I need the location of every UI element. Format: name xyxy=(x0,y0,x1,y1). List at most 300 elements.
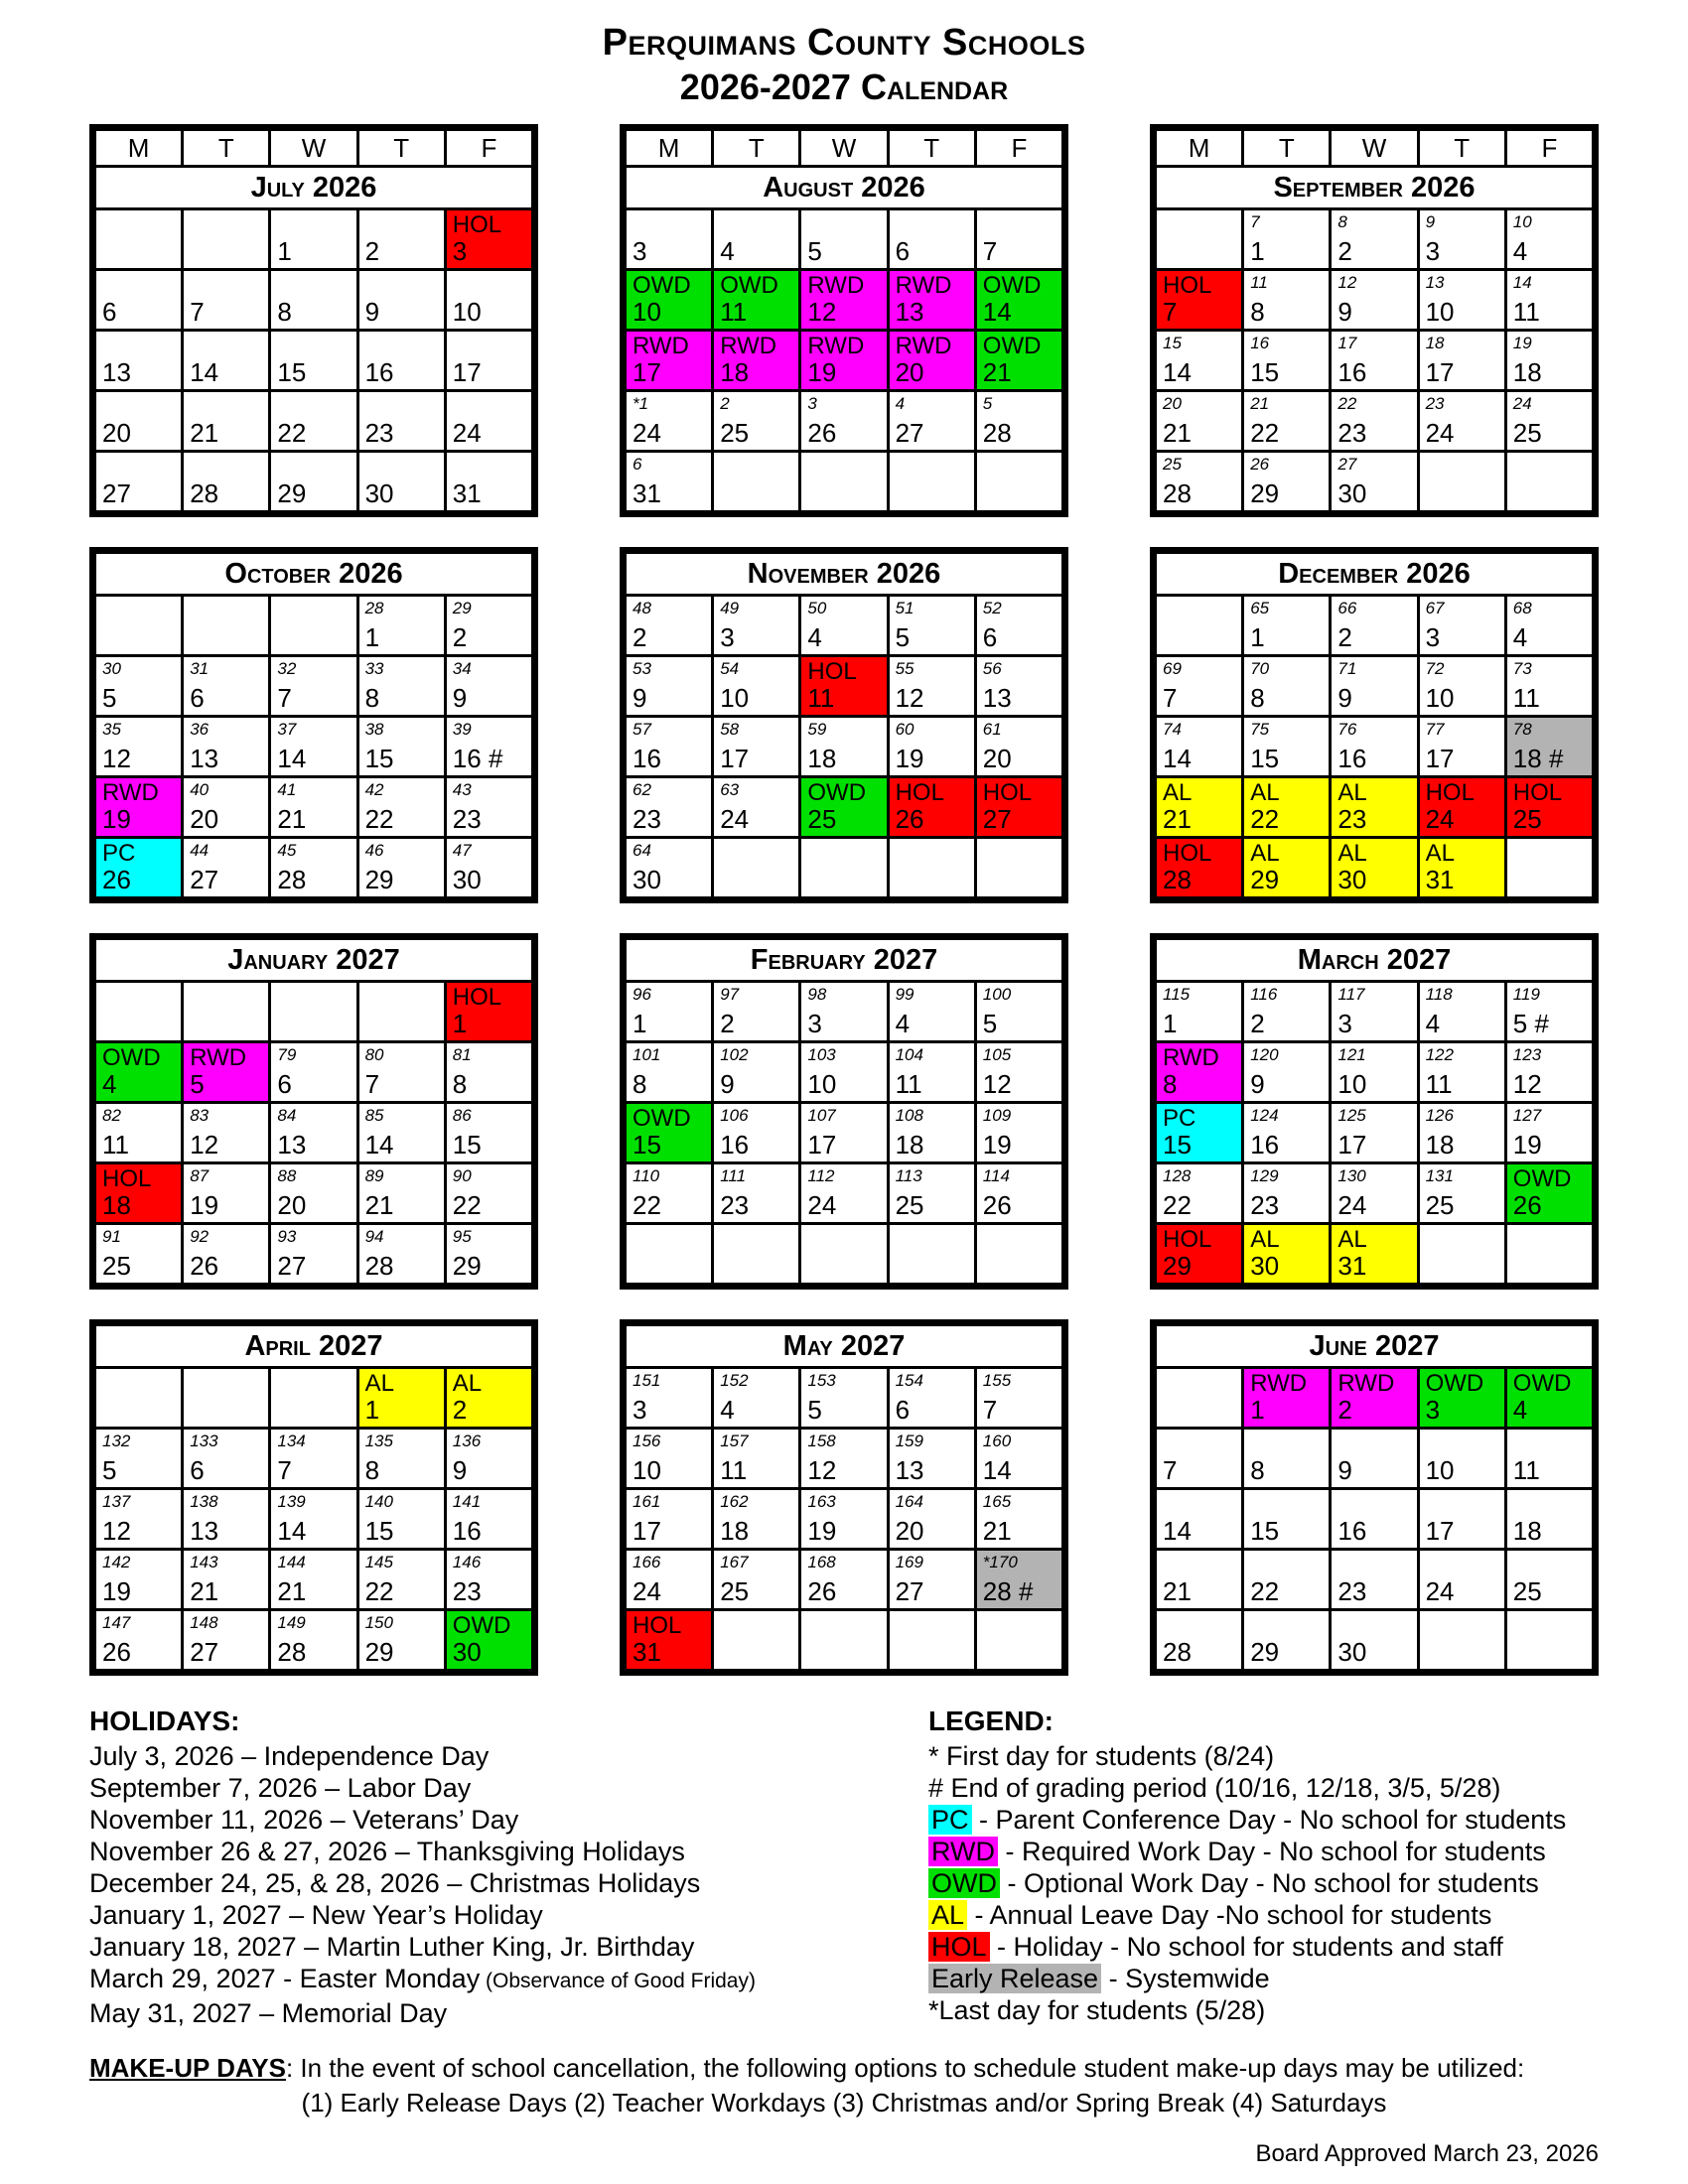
legend-chip-hol: HOL xyxy=(928,1932,990,1962)
legend-heading: LEGEND: xyxy=(928,1706,1054,1736)
calendar-cell xyxy=(714,778,798,836)
day-counter xyxy=(807,1227,881,1246)
day-counter xyxy=(277,1371,351,1390)
day-counter: 33 xyxy=(364,659,384,678)
day-counter: 108 xyxy=(895,1106,923,1125)
day-number: 15 xyxy=(277,357,307,387)
weekday-header-cell: W xyxy=(1332,131,1416,165)
day-counter: 114 xyxy=(982,1166,1010,1185)
legend-item: RWD - Required Work Day - No school for students xyxy=(928,1836,1599,1867)
day-number: 1 xyxy=(452,1009,468,1038)
calendar-cell xyxy=(184,597,268,654)
day-number: 12 xyxy=(102,1516,131,1546)
day-counter: 121 xyxy=(1337,1045,1366,1064)
day-number: 7 xyxy=(982,236,998,266)
calendar-june-2027 xyxy=(1150,1319,1599,1676)
calendar-cell-rwd xyxy=(627,332,711,389)
month-title: February 2027 xyxy=(627,940,1061,980)
calendar-cell xyxy=(447,718,531,775)
day-counter: 163 xyxy=(807,1492,836,1511)
calendar-cell xyxy=(1420,718,1504,775)
calendar-cell-rwd xyxy=(801,271,886,329)
day-number: 2 xyxy=(364,236,380,266)
day-number: 8 xyxy=(1250,683,1265,713)
week-row xyxy=(96,210,531,268)
calendar-cell xyxy=(1507,210,1592,268)
calendar-cell-hol xyxy=(627,1611,711,1669)
day-number: 11 xyxy=(1512,297,1540,327)
day-number: 30 xyxy=(1337,478,1367,508)
day-number: 7 xyxy=(190,297,205,327)
calendar-cell xyxy=(184,271,268,329)
calendar-cell xyxy=(801,1164,886,1222)
week-row xyxy=(627,1611,1061,1669)
day-counter: 151 xyxy=(633,1371,661,1390)
day-counter: 88 xyxy=(277,1166,297,1185)
day-number: 21 xyxy=(190,418,219,448)
day-counter xyxy=(190,985,263,1004)
calendar-cell xyxy=(627,718,711,775)
calendar-cell xyxy=(359,597,444,654)
calendar-cell-hol xyxy=(890,778,974,836)
calendar-cell xyxy=(977,1043,1061,1101)
day-number: 17 xyxy=(1425,357,1455,387)
week-row xyxy=(96,1551,531,1608)
weekday-header-row xyxy=(1157,131,1592,165)
day-number: 10 xyxy=(1425,683,1455,713)
calendar-cell xyxy=(359,271,444,329)
day-number: 21 xyxy=(1163,804,1192,834)
calendar-cell xyxy=(890,210,974,268)
day-number: 24 xyxy=(452,418,482,448)
calendar-cell xyxy=(1507,657,1592,715)
day-counter: 96 xyxy=(633,985,651,1004)
day-counter xyxy=(720,1613,793,1632)
day-number: 10 xyxy=(1425,297,1455,327)
holiday-item: May 31, 2027 – Memorial Day xyxy=(89,1998,448,2028)
day-counter: 113 xyxy=(895,1166,922,1185)
day-counter xyxy=(1513,1432,1587,1450)
calendar-cell xyxy=(447,778,531,836)
day-number: 15 xyxy=(633,1130,661,1160)
day-counter: 93 xyxy=(277,1227,297,1246)
day-counter: 85 xyxy=(364,1106,384,1125)
calendar-cell xyxy=(1332,332,1416,389)
day-number: 4 xyxy=(720,1395,735,1425)
weekday-header-cell: W xyxy=(801,131,886,165)
day-counter xyxy=(102,334,176,352)
calendar-cell xyxy=(1420,210,1504,268)
week-row xyxy=(627,332,1061,389)
calendar-cell xyxy=(1420,392,1504,450)
day-number: 10 xyxy=(807,1069,837,1099)
day-counter: 119 xyxy=(1512,985,1540,1004)
day-number: 25 xyxy=(720,418,750,448)
week-row xyxy=(1157,1164,1592,1222)
day-counter xyxy=(1426,1613,1499,1632)
day-number: 25 xyxy=(895,1190,924,1220)
day-number: 1 xyxy=(1250,1395,1265,1425)
calendar-cell xyxy=(1507,271,1592,329)
makeup-days-label: MAKE-UP DAYS xyxy=(89,2053,286,2083)
day-number: 17 xyxy=(633,1516,661,1546)
day-counter: 34 xyxy=(452,659,472,678)
day-counter: 168 xyxy=(807,1553,836,1571)
day-counter: 134 xyxy=(277,1432,306,1450)
day-label: AL xyxy=(1250,1226,1280,1253)
week-row xyxy=(627,718,1061,775)
day-number: 19 xyxy=(102,804,131,834)
day-number: 15 xyxy=(452,1130,482,1160)
day-counter xyxy=(633,1227,706,1246)
week-row xyxy=(96,1369,531,1427)
day-number: 11 xyxy=(1512,683,1540,713)
day-counter xyxy=(190,455,263,474)
calendar-cell xyxy=(801,983,886,1040)
calendar-cell xyxy=(1332,1490,1416,1548)
calendar-cell xyxy=(96,1430,181,1487)
calendar-cell xyxy=(271,1369,355,1427)
day-counter: 53 xyxy=(633,659,651,678)
day-number: 2 xyxy=(1337,236,1352,266)
calendar-cell xyxy=(1157,983,1241,1040)
calendar-cell xyxy=(1244,718,1329,775)
day-number: 22 xyxy=(277,418,307,448)
day-number: 23 xyxy=(633,804,661,834)
day-number: 29 xyxy=(1250,1637,1280,1667)
month-title: September 2026 xyxy=(1157,168,1592,207)
day-counter xyxy=(1337,1492,1411,1511)
day-number: 9 xyxy=(1337,1455,1352,1485)
holiday-item: March 29, 2027 - Easter Monday (Observance of Good Friday) xyxy=(89,1964,756,1993)
day-number: 11 xyxy=(720,1455,748,1485)
day-number: 22 xyxy=(1250,804,1280,834)
day-number: 29 xyxy=(452,1251,482,1281)
calendar-cell xyxy=(714,597,798,654)
calendar-cell xyxy=(184,1611,268,1669)
calendar-cell xyxy=(1332,392,1416,450)
calendar-cell xyxy=(1157,1611,1241,1669)
day-label: RWD xyxy=(895,333,952,359)
week-row xyxy=(96,839,531,896)
week-row xyxy=(1157,1369,1592,1427)
weekday-header-row xyxy=(96,131,531,165)
day-label: HOL xyxy=(102,1165,152,1192)
calendar-cell-rwd xyxy=(1157,1043,1241,1101)
calendar-cell-al xyxy=(1244,778,1329,836)
day-number: 6 xyxy=(102,297,117,327)
day-number: 3 xyxy=(1337,1009,1352,1038)
day-counter xyxy=(102,599,176,617)
day-number: 23 xyxy=(452,1576,482,1606)
calendar-cell xyxy=(1507,597,1592,654)
calendar-cell xyxy=(271,332,355,389)
calendar-cell xyxy=(184,657,268,715)
holidays-section xyxy=(89,1706,928,2029)
day-counter xyxy=(1513,1553,1587,1571)
calendar-cell xyxy=(714,1225,798,1283)
calendar-cell xyxy=(1332,1043,1416,1101)
day-number: 12 xyxy=(807,297,837,327)
day-counter xyxy=(983,212,1056,231)
day-number: 21 xyxy=(190,1576,219,1606)
week-row xyxy=(627,271,1061,329)
day-number: 28 # xyxy=(982,1576,1034,1606)
day-label: OWD xyxy=(452,1612,511,1639)
day-counter: 56 xyxy=(982,659,1002,678)
calendar-cell xyxy=(1420,1490,1504,1548)
day-number: 9 xyxy=(452,1455,468,1485)
day-counter: 29 xyxy=(452,599,472,617)
day-number: 14 xyxy=(190,357,219,387)
week-row xyxy=(96,1490,531,1548)
calendar-cell xyxy=(627,392,711,450)
day-number: 4 xyxy=(102,1069,117,1099)
day-number: 7 xyxy=(277,1455,292,1485)
holiday-item: January 18, 2027 – Martin Luther King, Jr. Birthday xyxy=(89,1932,695,1962)
calendar-cell xyxy=(1244,210,1329,268)
day-counter: 153 xyxy=(807,1371,836,1390)
day-counter: 45 xyxy=(277,841,297,860)
legend-chip-er: Early Release xyxy=(928,1964,1101,1993)
calendar-cell xyxy=(359,332,444,389)
day-counter xyxy=(102,985,176,1004)
calendar-cell-rwd xyxy=(890,271,974,329)
day-number: 14 xyxy=(982,1455,1012,1485)
calendar-cell xyxy=(271,1430,355,1487)
day-counter: 94 xyxy=(364,1227,384,1246)
day-number: 4 xyxy=(895,1009,911,1038)
day-counter: 47 xyxy=(452,841,472,860)
day-counter xyxy=(983,1613,1056,1632)
day-number: 16 xyxy=(720,1130,750,1160)
day-label: AL xyxy=(1337,1226,1367,1253)
day-number: 24 xyxy=(1425,1576,1455,1606)
calendar-cell xyxy=(714,1043,798,1101)
day-number: 15 xyxy=(1163,1130,1192,1160)
week-row xyxy=(1157,453,1592,510)
calendar-cell xyxy=(1420,1430,1504,1487)
calendar-cell xyxy=(890,1611,974,1669)
day-counter: 82 xyxy=(102,1106,121,1125)
calendar-cell xyxy=(1420,1043,1504,1101)
day-counter: 42 xyxy=(364,780,384,799)
day-label: HOL xyxy=(452,211,502,238)
calendar-cell xyxy=(801,1225,886,1283)
calendar-cell xyxy=(271,1611,355,1669)
calendar-cell xyxy=(1157,1430,1241,1487)
holiday-item: November 26 & 27, 2026 – Thanksgiving Holidays xyxy=(89,1837,685,1866)
calendar-cell xyxy=(96,597,181,654)
calendar-cell-hol xyxy=(1157,271,1241,329)
calendar-cell xyxy=(1420,1225,1504,1283)
calendar-cell xyxy=(977,1611,1061,1669)
day-label: RWD xyxy=(720,333,777,359)
day-number: 5 xyxy=(102,683,117,713)
weekday-header-cell: M xyxy=(1157,131,1241,165)
day-counter xyxy=(983,841,1056,860)
holiday-item: January 1, 2027 – New Year’s Holiday xyxy=(89,1900,543,1930)
day-label: HOL xyxy=(1425,779,1475,806)
day-number: 18 xyxy=(102,1190,131,1220)
calendar-cell xyxy=(801,1104,886,1161)
day-counter: 19 xyxy=(1512,334,1532,352)
day-counter xyxy=(896,1227,969,1246)
day-number: 4 xyxy=(1425,1009,1441,1038)
calendar-cell xyxy=(96,1104,181,1161)
calendar-cell xyxy=(96,1611,181,1669)
day-number: 25 xyxy=(1512,1576,1542,1606)
makeup-days-note xyxy=(89,2053,1599,2118)
week-row xyxy=(96,718,531,775)
calendar-cell xyxy=(627,1225,711,1283)
day-label: OWD xyxy=(982,333,1042,359)
day-number: 31 xyxy=(633,1637,661,1667)
calendar-cell xyxy=(184,1225,268,1283)
day-number: 22 xyxy=(364,804,394,834)
day-counter xyxy=(453,455,526,474)
day-counter: 107 xyxy=(807,1106,836,1125)
day-counter xyxy=(1163,1553,1236,1571)
week-row xyxy=(627,839,1061,896)
calendar-cell xyxy=(977,1225,1061,1283)
calendar-cell xyxy=(1420,1551,1504,1608)
day-number: 20 xyxy=(102,418,131,448)
day-counter xyxy=(365,985,439,1004)
calendar-cell xyxy=(447,332,531,389)
day-counter xyxy=(1163,1492,1236,1511)
day-number: 12 xyxy=(1512,1069,1542,1099)
calendar-cell xyxy=(890,1551,974,1608)
calendar-cell xyxy=(271,1104,355,1161)
day-number: 18 xyxy=(807,744,837,773)
day-label: OWD xyxy=(1425,1370,1484,1397)
day-counter: 61 xyxy=(982,720,1002,739)
day-label: RWD xyxy=(102,779,159,806)
calendar-cell xyxy=(271,453,355,510)
day-number: 30 xyxy=(633,865,661,894)
day-number: 16 xyxy=(1337,744,1367,773)
day-counter: 126 xyxy=(1425,1106,1454,1125)
day-counter xyxy=(190,394,263,413)
day-counter: 152 xyxy=(720,1371,749,1390)
calendar-cell xyxy=(359,1611,444,1669)
day-counter: 44 xyxy=(190,841,210,860)
day-counter: 68 xyxy=(1512,599,1532,617)
day-counter xyxy=(807,841,881,860)
calendar-cell-hol xyxy=(1507,778,1592,836)
day-number: 24 xyxy=(1425,418,1455,448)
day-counter: 8 xyxy=(1337,212,1347,231)
calendar-cell xyxy=(1244,657,1329,715)
calendar-cell xyxy=(447,392,531,450)
calendar-cell-owd xyxy=(96,1043,181,1101)
day-number: 23 xyxy=(1337,804,1367,834)
day-number: 8 xyxy=(277,297,292,327)
day-number: 23 xyxy=(1250,1190,1280,1220)
calendar-cell xyxy=(801,839,886,896)
calendar-cell-al xyxy=(1157,778,1241,836)
day-counter: 102 xyxy=(720,1045,749,1064)
day-counter xyxy=(453,394,526,413)
calendar-cell-al xyxy=(1420,839,1504,896)
calendar-cell xyxy=(96,392,181,450)
calendar-cell xyxy=(1244,392,1329,450)
day-counter: 135 xyxy=(364,1432,393,1450)
day-counter: 91 xyxy=(102,1227,121,1246)
calendar-cell xyxy=(977,210,1061,268)
makeup-days-line1 xyxy=(89,2053,1599,2084)
week-row xyxy=(627,597,1061,654)
calendar-cell xyxy=(184,1490,268,1548)
calendar-cell xyxy=(1420,597,1504,654)
day-number: 9 xyxy=(1337,683,1352,713)
day-counter xyxy=(1513,455,1587,474)
calendar-cell xyxy=(1244,1043,1329,1101)
week-row xyxy=(96,778,531,836)
day-number: 24 xyxy=(633,418,661,448)
calendar-cell xyxy=(890,1225,974,1283)
day-counter: 167 xyxy=(720,1553,749,1571)
day-number: 27 xyxy=(895,418,924,448)
day-number: 25 xyxy=(807,804,837,834)
day-counter: 7 xyxy=(1250,212,1260,231)
day-number: 8 xyxy=(452,1069,468,1099)
calendar-march-2027 xyxy=(1150,933,1599,1290)
day-counter: 4 xyxy=(895,394,906,413)
calendar-cell xyxy=(1332,1551,1416,1608)
page-subtitle: 2026-2027 Calendar xyxy=(679,67,1009,107)
calendar-cell xyxy=(447,1551,531,1608)
calendar-cell xyxy=(977,392,1061,450)
calendar-cell xyxy=(1332,1611,1416,1669)
day-counter: 166 xyxy=(633,1553,661,1571)
calendar-cell xyxy=(1244,1164,1329,1222)
day-number: 3 xyxy=(1425,622,1441,652)
weekday-header-row xyxy=(627,131,1061,165)
calendar-cell xyxy=(359,1043,444,1101)
month-title: November 2026 xyxy=(627,554,1061,594)
day-number: 1 xyxy=(633,1009,647,1038)
day-number: 28 xyxy=(364,1251,394,1281)
day-counter: 23 xyxy=(1425,394,1445,413)
calendar-cell-al xyxy=(1332,778,1416,836)
calendar-cell xyxy=(890,392,974,450)
calendar-cell xyxy=(801,718,886,775)
calendar-july-2026 xyxy=(89,124,538,517)
day-counter xyxy=(720,1227,793,1246)
day-number: 22 xyxy=(452,1190,482,1220)
calendar-cell xyxy=(890,718,974,775)
day-counter: 125 xyxy=(1337,1106,1366,1125)
day-counter xyxy=(1513,1613,1587,1632)
calendar-cell xyxy=(447,1164,531,1222)
calendar-cell xyxy=(359,1225,444,1283)
day-label: RWD xyxy=(895,272,952,299)
calendar-cell xyxy=(271,1551,355,1608)
day-number: 19 xyxy=(895,744,924,773)
day-number: 12 xyxy=(190,1130,219,1160)
calendar-cell xyxy=(1244,1611,1329,1669)
week-row xyxy=(96,597,531,654)
calendar-cell xyxy=(1244,597,1329,654)
day-number: 17 xyxy=(1425,744,1455,773)
calendar-cell xyxy=(271,1490,355,1548)
day-number: 29 xyxy=(1250,865,1280,894)
day-counter: 13 xyxy=(1425,273,1445,292)
week-row xyxy=(1157,597,1592,654)
day-counter xyxy=(102,455,176,474)
